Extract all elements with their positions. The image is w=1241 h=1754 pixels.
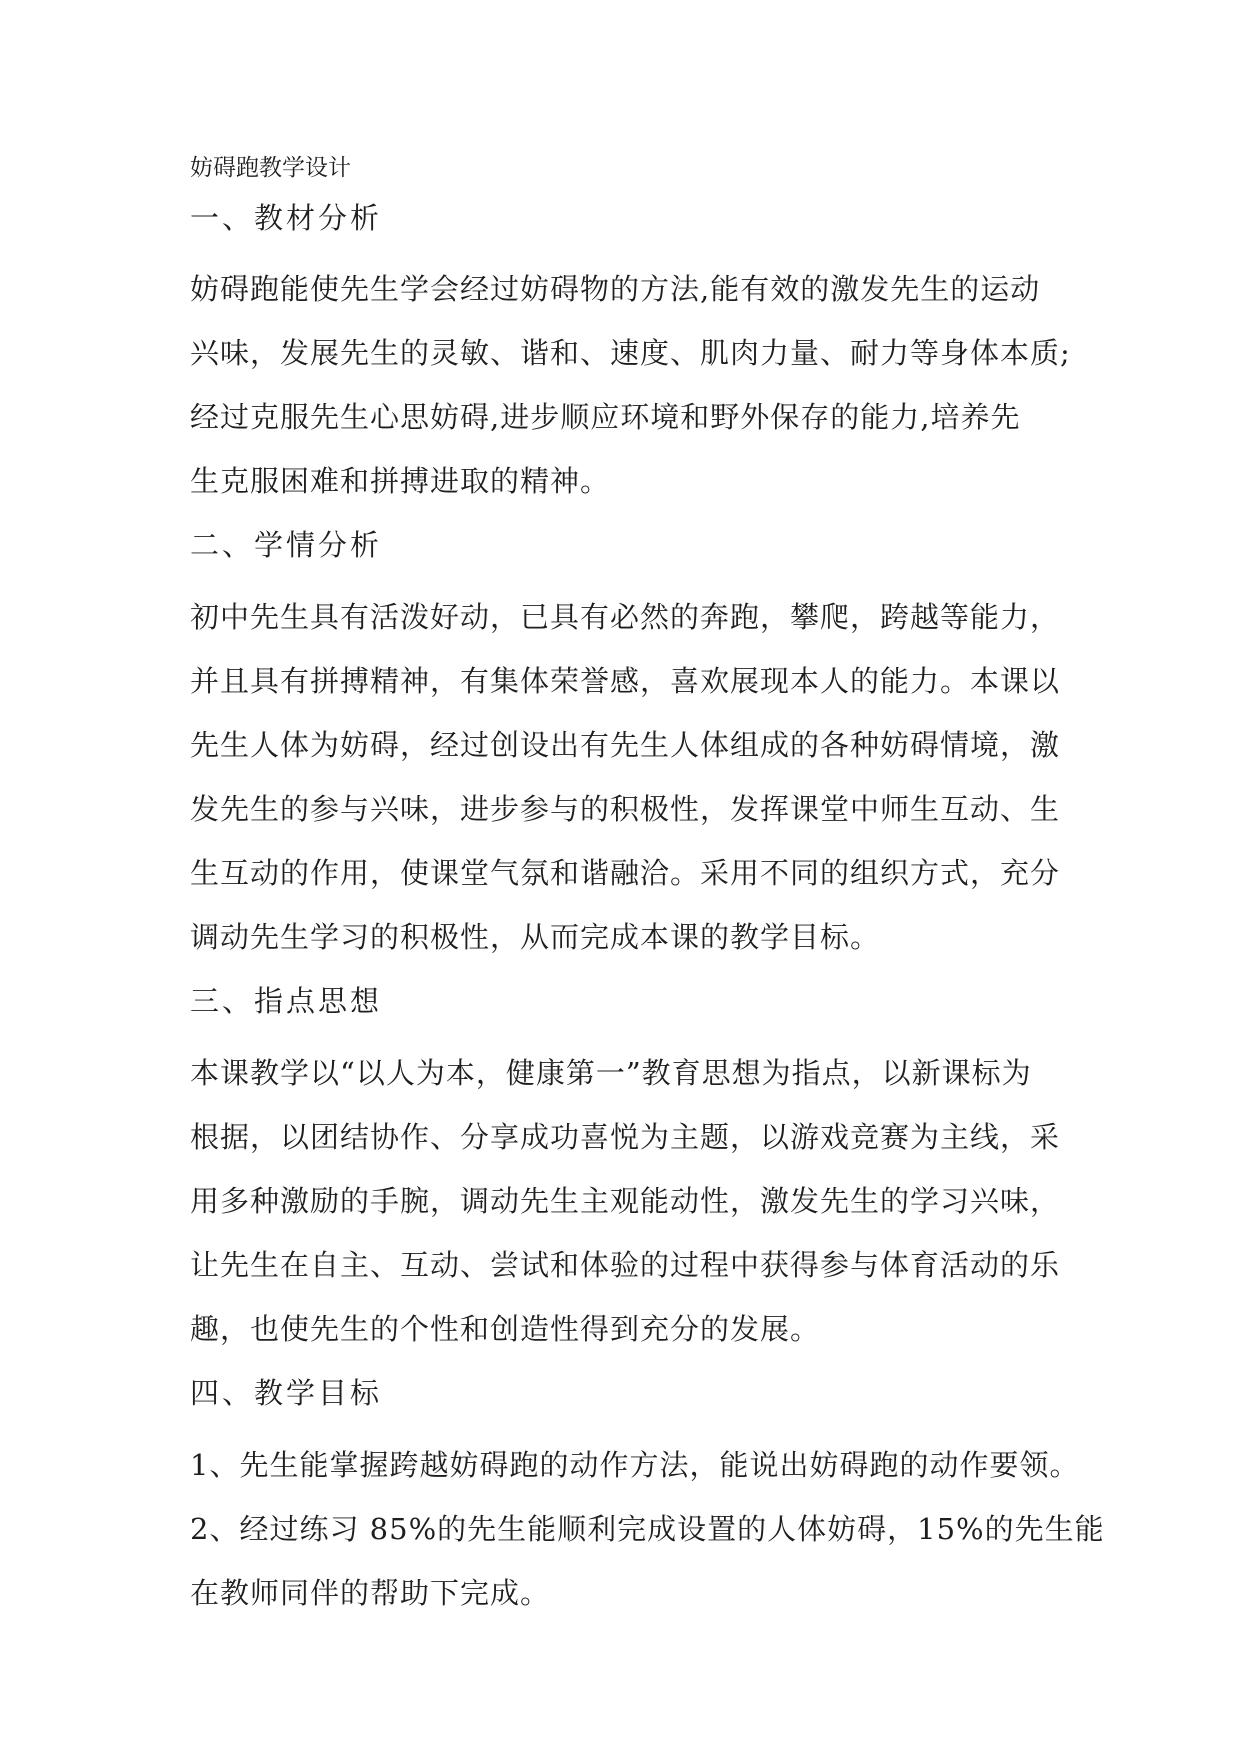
document-title: 妨碍跑教学设计 [190, 155, 351, 181]
section-heading-teaching-objectives: 四、教学目标 [190, 1376, 383, 1410]
paragraph-line: 妨碍跑能使先生学会经过妨碍物的方法,能有效的激发先生的运动 [190, 272, 1041, 306]
paragraph-line: 趣，也使先生的个性和创造性得到充分的发展。 [190, 1312, 821, 1346]
paragraph-line: 在教师同伴的帮助下完成。 [190, 1576, 551, 1610]
section-heading-guiding-ideology: 三、指点思想 [190, 984, 383, 1018]
section-heading-textbook-analysis: 一、教材分析 [190, 201, 383, 235]
list-item: 2、经过练习 85%的先生能顺利完成设置的人体妨碍，15%的先生能 [190, 1512, 1105, 1546]
paragraph-line: 初中先生具有活泼好动，已具有必然的奔跑，攀爬，跨越等能力， [190, 600, 1061, 634]
paragraph-line: 生互动的作用，使课堂气氛和谐融洽。采用不同的组织方式，充分 [190, 856, 1061, 890]
paragraph-line: 用多种激励的手腕，调动先生主观能动性，激发先生的学习兴味， [190, 1184, 1061, 1218]
list-item: 1、先生能掌握跨越妨碍跑的动作方法，能说出妨碍跑的动作要领。 [190, 1448, 1080, 1482]
paragraph-line: 根据，以团结协作、分享成功喜悦为主题，以游戏竞赛为主线，采 [190, 1120, 1061, 1154]
paragraph-line: 并且具有拼搏精神，有集体荣誉感，喜欢展现本人的能力。本课以 [190, 664, 1061, 698]
paragraph-line: 让先生在自主、互动、尝试和体验的过程中获得参与体育活动的乐 [190, 1248, 1061, 1282]
paragraph-line: 兴味，发展先生的灵敏、谐和、速度、肌肉力量、耐力等身体本质; [190, 336, 1071, 370]
section-heading-student-analysis: 二、学情分析 [190, 528, 383, 562]
paragraph-line: 生克服困难和拼搏进取的精神。 [190, 464, 611, 498]
paragraph-line: 发先生的参与兴味，进步参与的积极性，发挥课堂中师生互动、生 [190, 792, 1061, 826]
paragraph-line: 经过克服先生心思妨碍,进步顺应环境和野外保存的能力,培养先 [190, 400, 1021, 434]
paragraph-line: 本课教学以“以人为本，健康第一”教育思想为指点，以新课标为 [190, 1056, 1032, 1090]
paragraph-line: 调动先生学习的积极性，从而完成本课的教学目标。 [190, 920, 881, 954]
paragraph-line: 先生人体为妨碍，经过创设出有先生人体组成的各种妨碍情境，激 [190, 728, 1061, 762]
